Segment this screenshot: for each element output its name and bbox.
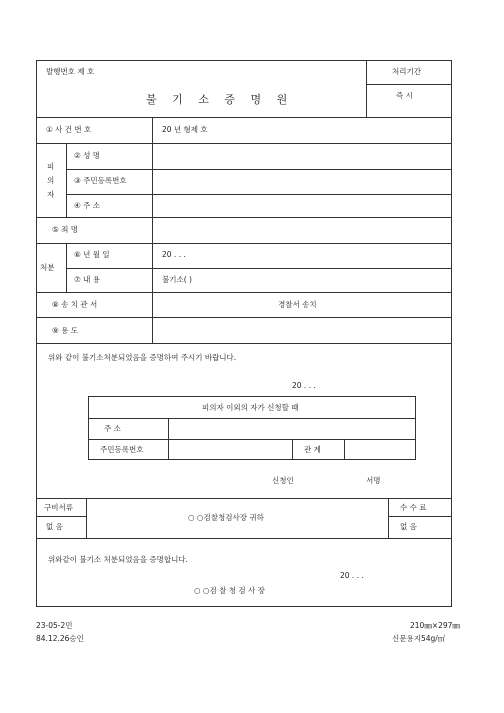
fee-label: 수 수 료: [400, 503, 427, 512]
submission-mid-left: [36, 516, 86, 517]
processing-period-value: 즉 시: [396, 91, 413, 100]
form-code: 23-05-2민: [36, 621, 73, 630]
rule-9: [36, 317, 452, 318]
disposition-label: 처분: [40, 263, 55, 272]
case-number-label: ① 사 건 번 호: [46, 125, 92, 134]
processing-period-label: 처리기간: [392, 67, 421, 76]
address-label: ④ 주 소: [74, 201, 100, 210]
rule-7: [66, 268, 452, 269]
rule-10: [36, 343, 452, 344]
certificate-date: 20 . . .: [340, 571, 364, 580]
label-divider: [152, 117, 153, 343]
offense-label: ⑤ 죄 명: [52, 225, 78, 234]
request-date: 20 . . .: [292, 381, 316, 390]
third-party-col-1: [168, 418, 169, 460]
documents-value: 없 음: [46, 522, 63, 531]
third-party-col-2: [292, 439, 293, 460]
third-party-rule-2: [88, 439, 416, 440]
applicant-label: 신청인: [272, 476, 294, 485]
rule-4: [66, 194, 452, 195]
form-title: 불 기 소 증 명 원: [146, 93, 294, 106]
suspect-char-1: 피: [47, 162, 55, 171]
certificate-statement: 위와같이 불기소 처분되었음을 증명합니다.: [48, 555, 188, 564]
date-label: ⑥ 년 월 일: [74, 250, 110, 259]
purpose-label: ⑨ 용 도: [52, 326, 78, 335]
fee-divider: [388, 498, 389, 538]
rule-2: [36, 143, 452, 144]
third-party-title: 피의자 이외의 자가 신청할 때: [202, 403, 299, 412]
paper-size: 210㎜×297㎜: [410, 621, 460, 630]
content-value: 불기소( ): [162, 275, 192, 284]
rule-1: [36, 117, 452, 118]
submission-top: [36, 498, 452, 499]
request-statement: 위와 같이 불기소처분되었음을 증명하여 주시기 바랍니다.: [48, 353, 237, 362]
submission-mid-right: [388, 516, 452, 517]
third-party-rule-1: [88, 418, 416, 419]
suspect-divider: [66, 143, 67, 217]
addressee: ○ ○검찰청검사장 귀하: [188, 513, 264, 522]
case-number-value: 20 년 형제 호: [162, 125, 208, 134]
disposition-divider: [66, 243, 67, 292]
submission-bottom: [36, 538, 452, 539]
header-divider: [366, 60, 367, 117]
suspect-char-3: 자: [47, 190, 55, 199]
paper-type: 신문용지54g/㎡: [392, 634, 446, 643]
processing-divider: [366, 84, 452, 85]
third-party-address-label: 주 소: [104, 424, 121, 433]
fee-value: 없 음: [400, 522, 417, 531]
certificate-issuer: ○ ○검 찰 청 검 사 장: [194, 586, 265, 595]
third-party-rrn-label: 주민등록번호: [100, 445, 144, 454]
date-value: 20 . . .: [162, 250, 186, 259]
rrn-label: ③ 주민등록번호: [74, 176, 127, 185]
rule-3: [66, 169, 452, 170]
documents-label: 구비서류: [44, 503, 73, 512]
relation-label: 관 계: [304, 445, 321, 454]
agency-label: ⑧ 송 치 관 서: [52, 300, 98, 309]
approval-date: 84.12.26승인: [36, 634, 84, 643]
documents-divider: [86, 498, 87, 538]
agency-value: 경찰서 송치: [278, 300, 317, 309]
suspect-char-2: 의: [47, 176, 55, 185]
rule-6: [36, 243, 452, 244]
signature-label: 서명: [366, 476, 381, 485]
name-label: ② 성 명: [74, 151, 100, 160]
content-label: ⑦ 내 용: [74, 275, 100, 284]
rule-8: [36, 292, 452, 293]
issue-number: 발행번호 제 호: [46, 67, 95, 76]
third-party-col-3: [344, 439, 345, 460]
rule-5: [36, 217, 452, 218]
